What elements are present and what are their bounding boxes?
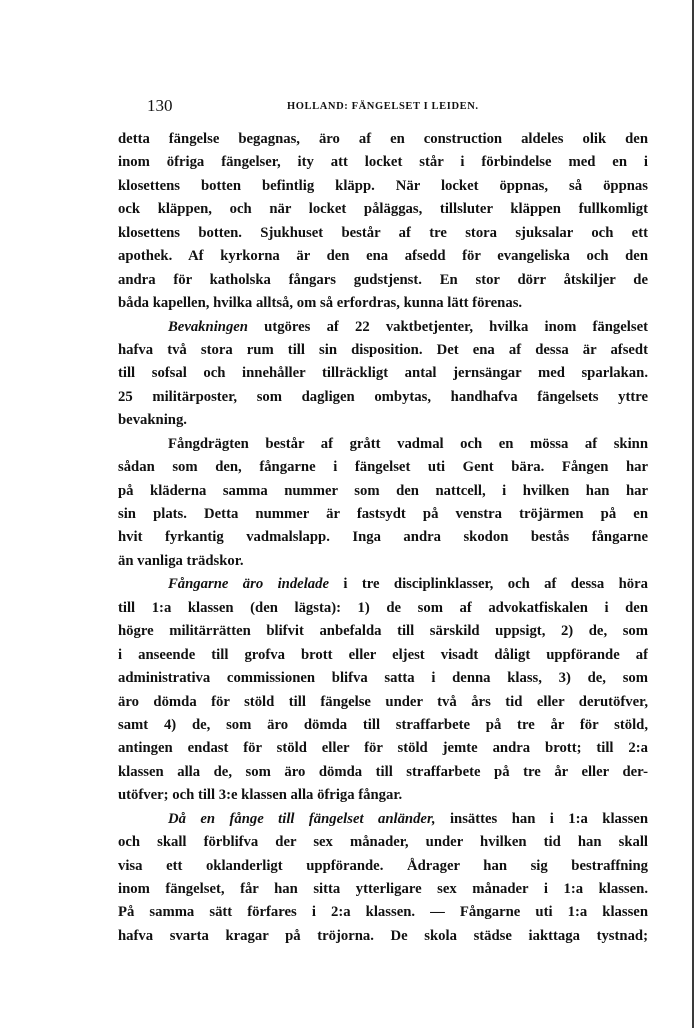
line-text: sin plats. Detta nummer är fastsydt på venstra tröjärmen på en <box>118 506 648 522</box>
line-text: apothek. Af kyrkorna är den ena afsedd för evangeliska och den <box>118 248 648 265</box>
line-text: samt 4) de, som äro dömda till straffarbete på tre år för stöld, <box>118 716 648 733</box>
line-text: i anseende till grofva brott eller eljest visadt dåligt uppförande af <box>118 646 648 663</box>
body-text <box>118 128 648 948</box>
text-line <box>118 761 648 784</box>
text-line <box>118 316 648 339</box>
page-header <box>133 96 653 116</box>
line-text: klosettens botten. Sjukhuset består af tre stora sjuksalar och ett <box>118 224 648 241</box>
line-text: inom fängelset, får han sitta ytterligare sex månader i 1:a klassen. <box>118 881 648 897</box>
text-line <box>118 362 648 385</box>
line-text: andra för katholska fångars gudstjenst. En stor dörr åtskiljer de <box>118 271 648 288</box>
line-text: utgöres af 22 vaktbetjenter, hvilka inom fängelset <box>247 318 648 335</box>
line-text: detta fängelse begagnas, äro af en construction aldeles olik den <box>118 131 648 147</box>
text-line <box>118 550 648 573</box>
italic-lead: Då en fånge till fängelset anländer, <box>168 810 436 827</box>
line-text: till sofsal och innehåller tillräckligt antal jernsängar med sparlakan. <box>118 365 648 382</box>
text-line <box>118 456 648 479</box>
line-text: visa ett oklanderligt uppförande. Ådrager han sig bestraffning <box>118 857 648 874</box>
text-line <box>118 831 648 854</box>
text-line <box>118 128 648 151</box>
line-text: till 1:a klassen (den lägsta): 1) de som af advokatfiskalen i den <box>118 599 648 616</box>
line-text: 25 militärposter, som dagligen ombytas, handhafva fängelsets yttre <box>118 388 648 405</box>
italic-lead: Fångarne äro indelade <box>168 576 329 593</box>
text-line <box>118 573 648 596</box>
line-text: klosettens botten befintlig kläpp. När locket öppnas, så öppnas <box>118 177 648 194</box>
text-line <box>118 433 648 456</box>
text-line <box>118 855 648 878</box>
text-line <box>118 198 648 221</box>
text-line <box>118 409 648 432</box>
line-text: hvit fyrkantig vadmalslapp. Inga andra skodon bestås fångarne <box>118 529 648 546</box>
page-number: 130 <box>147 96 173 115</box>
line-text: hafva svarta kragar på tröjorna. De skola städse iakttaga tystnad; <box>118 927 648 944</box>
text-line <box>118 480 648 503</box>
text-line <box>118 784 648 807</box>
line-text: på kläderna samma nummer som den nattcell, i hvilken han har <box>118 482 648 499</box>
line-text: inom öfriga fängelser, ity att locket står i förbindelse med en i <box>118 154 648 171</box>
line-text: utöfver; och till 3:e klassen alla öfriga fångar. <box>118 787 403 804</box>
line-text: i tre disciplinklasser, och af dessa höra <box>328 576 648 593</box>
line-text: bevakning. <box>118 412 187 429</box>
line-text: sådan som den, fångarne i fängelset uti Gent bära. Fången har <box>118 459 648 476</box>
text-line <box>118 901 648 924</box>
text-line <box>118 878 648 901</box>
line-text: och skall förblifva der sex månader, under hvilken tid han skall <box>118 834 648 851</box>
text-line <box>118 526 648 549</box>
text-line <box>118 151 648 174</box>
line-text: antingen endast för stöld eller för stöld jemte andra brott; till 2:a <box>118 740 648 757</box>
text-line <box>118 737 648 760</box>
text-line <box>118 175 648 198</box>
text-line <box>118 644 648 667</box>
text-line <box>118 667 648 690</box>
line-text: högre militärrätten blifvit anbefalda till särskild uppsigt, 2) de, som <box>118 623 648 640</box>
line-text: båda kapellen, hvilka alltså, om så erfordras, kunna lätt förenas. <box>118 295 523 312</box>
text-line <box>118 503 648 526</box>
line-text: än vanliga trädskor. <box>118 552 244 569</box>
line-text: På samma sätt förfares i 2:a klassen. — Fångarne uti 1:a klassen <box>118 904 648 921</box>
line-text: klassen alla de, som äro dömda till straffarbete på tre år eller der- <box>118 763 648 780</box>
running-head: HOLLAND: FÄNGELSET I LEIDEN. <box>287 101 479 112</box>
italic-lead: Bevakningen <box>168 318 248 335</box>
text-line <box>118 222 648 245</box>
text-line <box>118 245 648 268</box>
text-line <box>118 292 648 315</box>
text-line <box>118 269 648 292</box>
line-text: äro dömda för stöld till fängelse under två års tid eller derutöfver, <box>118 693 648 710</box>
text-line <box>118 808 648 831</box>
text-line <box>118 386 648 409</box>
page-edge-line <box>692 0 694 1028</box>
text-line <box>118 925 648 948</box>
line-text: Fångdrägten består af grått vadmal och en mössa af skinn <box>168 435 648 452</box>
text-line <box>118 691 648 714</box>
line-text: hafva två stora rum till sin disposition. Det ena af dessa är afsedt <box>118 341 648 358</box>
line-text: ock kläppen, och när locket påläggas, tillsluter kläppen fullkomligt <box>118 201 648 218</box>
line-text: administrativa commissionen blifva satta i denna klass, 3) de, som <box>118 670 648 687</box>
text-line <box>118 597 648 620</box>
text-line <box>118 714 648 737</box>
text-line <box>118 339 648 362</box>
line-text: insättes han i 1:a klassen <box>435 810 648 827</box>
text-line <box>118 620 648 643</box>
